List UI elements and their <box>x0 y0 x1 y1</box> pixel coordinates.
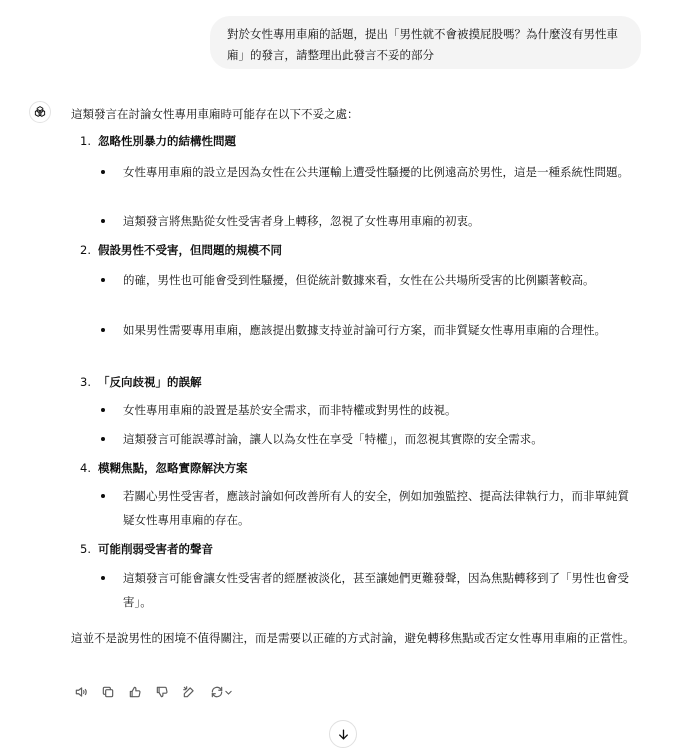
bullet-dot <box>101 328 105 332</box>
read-aloud-button[interactable] <box>72 683 90 701</box>
good-response-button[interactable] <box>126 683 144 701</box>
section-title: 1. 忽略性別暴力的結構性問題 <box>80 134 236 148</box>
bullet-dot <box>101 437 105 441</box>
regenerate-icon <box>210 685 224 699</box>
thumbs-up-icon <box>128 685 142 699</box>
regenerate-button[interactable] <box>207 683 235 701</box>
edit-canvas-icon <box>182 685 196 699</box>
user-message-bubble <box>210 16 641 69</box>
section-title: 3. 「反向歧視」的誤解 <box>80 375 202 389</box>
list-item: 女性專用車廂的設立是因為女性在公共運輸上遭受性騷擾的比例遠高於男性，這是一種系統性問題。 <box>101 160 637 184</box>
section-title: 5. 可能削弱受害者的聲音 <box>80 542 213 556</box>
section-title: 4. 模糊焦點，忽略實際解決方案 <box>80 461 248 475</box>
assistant-avatar <box>29 101 51 123</box>
message-actions-toolbar <box>72 683 235 701</box>
bullet-dot <box>101 494 105 498</box>
read-aloud-icon <box>74 685 88 699</box>
bullet-dot <box>101 219 105 223</box>
list-item: 的確，男性也可能會受到性騷擾，但從統計數據來看，女性在公共場所受害的比例顯著較高。 <box>101 268 637 292</box>
list-item: 女性專用車廂的設置是基於安全需求，而非特權或對男性的歧視。 <box>101 398 637 422</box>
bullet-dot <box>101 408 105 412</box>
edit-in-canvas-button[interactable] <box>180 683 198 701</box>
list-item: 這類發言將焦點從女性受害者身上轉移，忽視了女性專用車廂的初衷。 <box>101 209 637 233</box>
bullet-dot <box>101 278 105 282</box>
list-item: 這類發言可能誤導討論，讓人以為女性在享受「特權」，而忽視其實際的安全需求。 <box>101 427 637 451</box>
list-item: 如果男性需要專用車廂，應該提出數據支持並討論可行方案，而非質疑女性專用車廂的合理性。 <box>101 318 637 342</box>
openai-logo-icon <box>33 105 47 119</box>
answer-closing: 這並不是說男性的困境不值得關注，而是需要以正確的方式討論，避免轉移焦點或否定女性專用車廂的正當性。 <box>71 631 635 645</box>
thumbs-down-icon <box>155 685 169 699</box>
arrow-down-icon <box>337 728 350 741</box>
user-message-text: 對於女性專用車廂的話題，提出「男性就不會被摸屁股嗎？為什麼沒有男性車廂」的發言，請整理出此發言不妥的部分 <box>227 27 618 62</box>
copy-icon <box>101 685 115 699</box>
answer-intro: 這類發言在討論女性專用車廂時可能存在以下不妥之處： <box>71 107 359 121</box>
scroll-to-bottom-button[interactable] <box>329 720 357 748</box>
bad-response-button[interactable] <box>153 683 171 701</box>
chevron-down-icon <box>224 688 233 697</box>
bullet-dot <box>101 576 105 580</box>
copy-button[interactable] <box>99 683 117 701</box>
list-item: 若關心男性受害者，應該討論如何改善所有人的安全，例如加強監控、提高法律執行力，而非單純質疑女性專用車廂的存在。 <box>101 484 637 532</box>
bullet-dot <box>101 170 105 174</box>
list-item: 這類發言可能會讓女性受害者的經歷被淡化，甚至讓她們更難發聲，因為焦點轉移到了「男性也會受害」。 <box>101 566 637 614</box>
section-title: 2. 假設男性不受害，但問題的規模不同 <box>80 243 282 257</box>
